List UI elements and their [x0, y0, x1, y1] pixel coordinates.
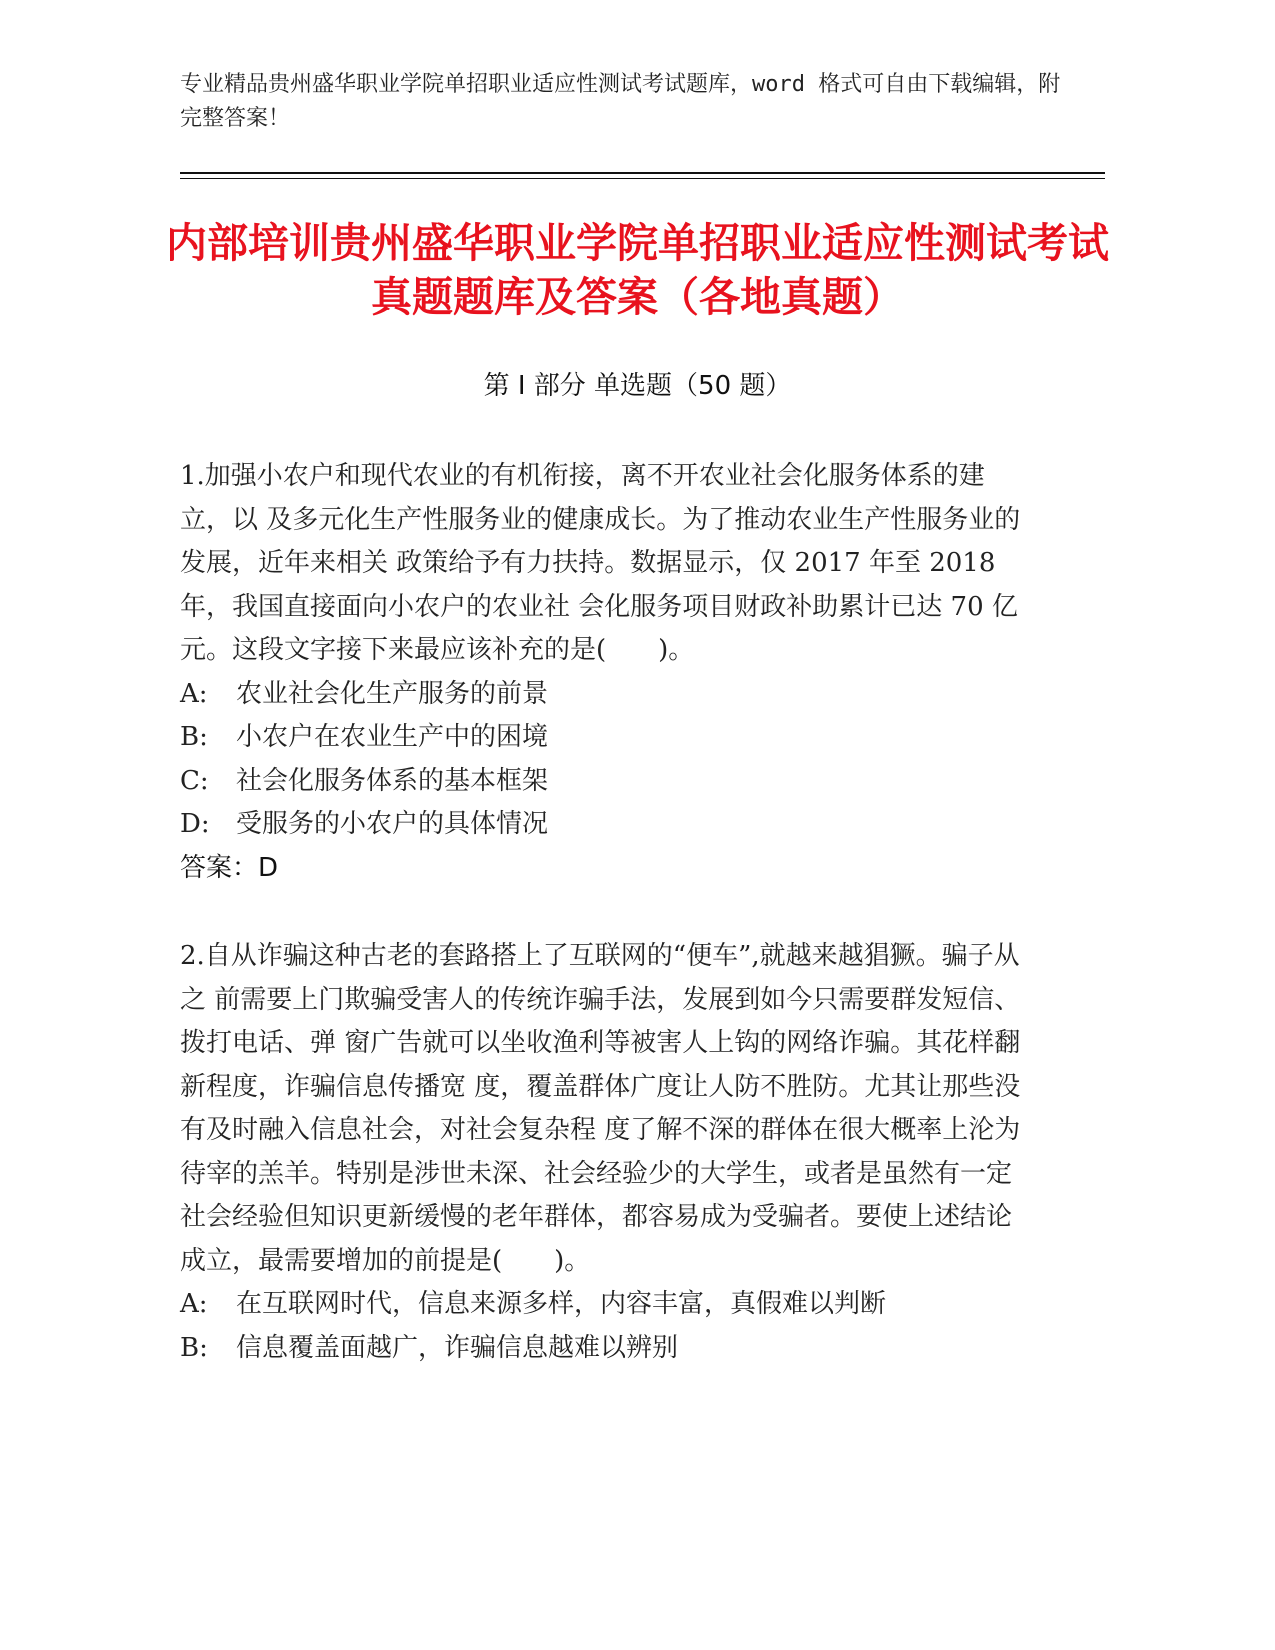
option-key: B:: [180, 1332, 208, 1363]
option-text: 农业社会化生产服务的前景: [236, 678, 549, 709]
question-stem: 1.加强小农户和现代农业的有机衔接，离不开农业社会化服务体系的建立，以 及多元化生产性服务业的健康成长。为了推动农业生产性服务业的发展，近年来相关 政策给予有力扶持。数据显示，仅 2017 年至 2018 年，我国直接面向小农户的农业社 会化服务项目财政补助累计已达 70 亿元。这段文字接下来最应该补充的是( )。: [180, 461, 1021, 665]
question-stem: 2.自从诈骗这种古老的套路搭上了互联网的“便车”,就越来越猖獗。骗子从之 前需要上门欺骗受害人的传统诈骗手法，发展到如今只需要群发短信、拨打电话、弹 窗广告就可以坐收渔利等被害人上钩的网络诈骗。其花样翻新程度，诈骗信息传播宽 度，覆盖群体广度让人防不胜防。尤其让那些没有及时融入信息社会，对社会复杂程 度了解不深的群体在很大概率上沦为待宰的羔羊。特别是涉世未深、社会经验少的大学生，或者是虽然有一定社会经验但知识更新缓慢的老年群体，都容易成为受骗者。要使上述结论成立，最需要增加的前提是( )。: [180, 941, 1021, 1276]
document-title: 内部培训贵州盛华职业学院单招职业适应性测试考试真题题库及答案（各地真题）: [166, 219, 1109, 321]
option-key: A:: [180, 1289, 208, 1319]
question-1: [180, 455, 1030, 890]
option-c: [180, 760, 1030, 804]
option-key: C:: [180, 765, 209, 796]
answer-label: 答案：D: [180, 852, 279, 883]
option-b: [180, 1327, 1030, 1371]
option-a: [180, 1283, 1030, 1327]
option-key: B:: [180, 722, 208, 752]
option-key: A:: [180, 678, 208, 709]
header-note: 专业精品贵州盛华职业学院单招职业适应性测试考试题库，word 格式可自由下载编辑，附完整答案！: [180, 72, 1061, 131]
header-divider-thin: [180, 178, 1105, 179]
header-divider-thick: [180, 172, 1105, 174]
option-a: [180, 673, 1030, 717]
section-title: 第 I 部分 单选题（50 题）: [483, 371, 792, 401]
option-text: 社会化服务体系的基本框架: [236, 765, 549, 796]
option-key: D:: [180, 809, 210, 839]
option-text: 小农户在农业生产中的困境: [236, 722, 549, 752]
option-d: [180, 803, 1030, 847]
option-b: [180, 716, 1030, 760]
question-2: [180, 935, 1030, 1370]
option-text: 受服务的小农户的具体情况: [236, 809, 549, 839]
option-text: 在互联网时代，信息来源多样，内容丰富，真假难以判断: [236, 1289, 887, 1319]
option-text: 信息覆盖面越广，诈骗信息越难以辨别: [236, 1332, 679, 1363]
